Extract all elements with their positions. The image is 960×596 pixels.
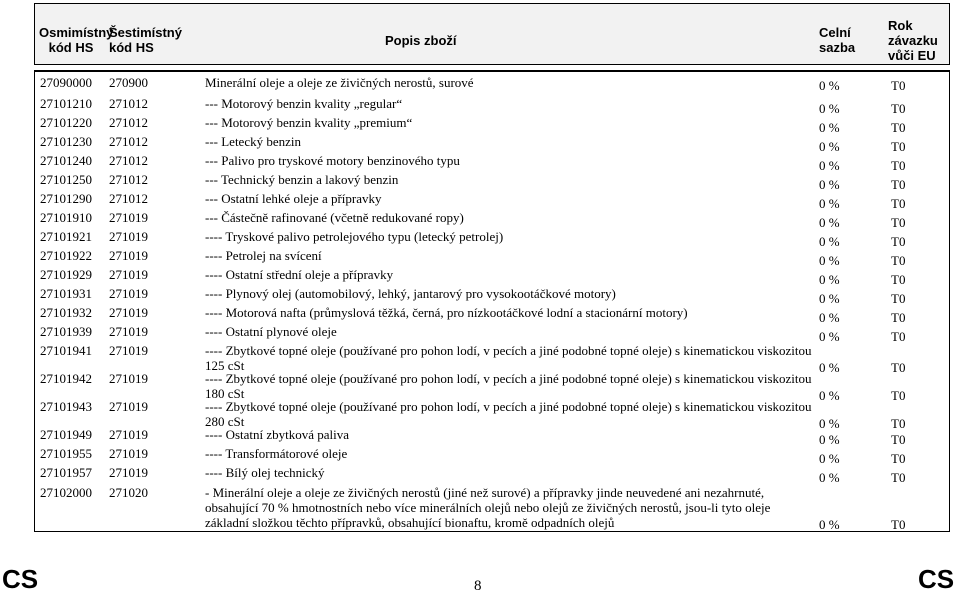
cell-six-digit-code: 271020 — [109, 485, 148, 500]
cell-description: --- Ostatní lehké oleje a přípravky — [205, 191, 382, 206]
cell-eight-digit-code: 27101250 — [40, 172, 92, 187]
cell-six-digit-code: 271019 — [109, 446, 148, 461]
cell-eu-commitment-year: T0 — [891, 360, 906, 375]
cell-description: ---- Bílý olej technický — [205, 465, 325, 480]
cell-description: ---- Tryskové palivo petrolejového typu (letecký petrolej) — [205, 229, 504, 244]
cell-eight-digit-code: 27101941 — [40, 343, 92, 358]
cell-six-digit-code: 271019 — [109, 305, 148, 320]
cell-customs-rate: 0 % — [819, 416, 840, 431]
cell-eu-commitment-year: T0 — [891, 451, 906, 466]
cell-eight-digit-code: 27101957 — [40, 465, 92, 480]
cell-six-digit-code: 271019 — [109, 465, 148, 480]
cell-six-digit-code: 271019 — [109, 286, 148, 301]
cell-eu-commitment-year: T0 — [891, 310, 906, 325]
cell-customs-rate: 0 % — [819, 139, 840, 154]
cell-six-digit-code: 271019 — [109, 343, 148, 358]
cell-eight-digit-code: 27101931 — [40, 286, 92, 301]
cell-customs-rate: 0 % — [819, 517, 840, 532]
table-header — [34, 3, 950, 65]
cell-customs-rate: 0 % — [819, 388, 840, 403]
cell-six-digit-code: 271019 — [109, 427, 148, 442]
cell-eight-digit-code: 27101290 — [40, 191, 92, 206]
cell-six-digit-code: 271019 — [109, 229, 148, 244]
cell-eight-digit-code: 27101932 — [40, 305, 92, 320]
cell-eu-commitment-year: T0 — [891, 517, 906, 532]
cell-six-digit-code: 271019 — [109, 248, 148, 263]
cell-customs-rate: 0 % — [819, 196, 840, 211]
cell-eight-digit-code: 27101910 — [40, 210, 92, 225]
header-eu-commitment-year: Rok závazku vůči EU — [888, 18, 938, 63]
cell-eight-digit-code: 27101939 — [40, 324, 92, 339]
cell-customs-rate: 0 % — [819, 177, 840, 192]
cell-eight-digit-code: 27101220 — [40, 115, 92, 130]
cell-customs-rate: 0 % — [819, 451, 840, 466]
cell-description: - Minerální oleje a oleje ze živičných nerostů (jiné než surové) a přípravky jinde neuvedené ani nezahrnuté, obsahující 70 % hmotnostních nebo více minerálních olejů nebo olejů ze živičných nerostů, jsou-li tyto oleje základní složkou těchto přípravků, obsahující bionaftu, kromě odpadních olejů — [205, 485, 771, 530]
cell-eu-commitment-year: T0 — [891, 470, 906, 485]
footer-left-mark: CS — [2, 564, 39, 594]
page-number: 8 — [474, 578, 482, 594]
header-customs-rate: Celní sazba — [819, 25, 856, 55]
header-description: Popis zboží — [385, 33, 457, 48]
cell-customs-rate: 0 % — [819, 234, 840, 249]
cell-six-digit-code: 271019 — [109, 267, 148, 282]
cell-six-digit-code: 271012 — [109, 172, 148, 187]
cell-eight-digit-code: 27101230 — [40, 134, 92, 149]
cell-eu-commitment-year: T0 — [891, 432, 906, 447]
cell-description: ---- Ostatní střední oleje a přípravky — [205, 267, 394, 282]
cell-six-digit-code: 271012 — [109, 191, 148, 206]
footer-right-mark: CS — [918, 564, 955, 594]
cell-customs-rate: 0 % — [819, 272, 840, 287]
cell-eu-commitment-year: T0 — [891, 253, 906, 268]
cell-description: --- Částečně rafinované (včetně redukované ropy) — [205, 210, 464, 225]
cell-eight-digit-code: 27101240 — [40, 153, 92, 168]
cell-description: ---- Ostatní plynové oleje — [205, 324, 337, 339]
cell-six-digit-code: 271012 — [109, 115, 148, 130]
cell-eight-digit-code: 27101922 — [40, 248, 92, 263]
cell-eu-commitment-year: T0 — [891, 388, 906, 403]
cell-eu-commitment-year: T0 — [891, 120, 906, 135]
cell-description: --- Motorový benzin kvality „regular“ — [205, 96, 403, 111]
cell-six-digit-code: 271019 — [109, 324, 148, 339]
cell-eight-digit-code: 27090000 — [40, 75, 92, 90]
cell-eight-digit-code: 27102000 — [40, 485, 92, 500]
cell-eu-commitment-year: T0 — [891, 416, 906, 431]
cell-six-digit-code: 271019 — [109, 399, 148, 414]
cell-description: --- Technický benzin a lakový benzin — [205, 172, 399, 187]
cell-description: ---- Zbytkové topné oleje (používané pro pohon lodí, v pecích a jiné podobné topné oleje) s kinematickou viskozitou 125 cSt — [205, 343, 812, 373]
cell-eight-digit-code: 27101943 — [40, 399, 92, 414]
cell-eight-digit-code: 27101955 — [40, 446, 92, 461]
cell-description: ---- Plynový olej (automobilový, lehký, jantarový pro vysokootáčkové motory) — [205, 286, 616, 301]
cell-description: ---- Motorová nafta (průmyslová těžká, černá, pro nízkootáčkové lodní a stacionární motory) — [205, 305, 688, 320]
cell-six-digit-code: 270900 — [109, 75, 148, 90]
cell-customs-rate: 0 % — [819, 360, 840, 375]
cell-eu-commitment-year: T0 — [891, 272, 906, 287]
cell-description: --- Motorový benzin kvality „premium“ — [205, 115, 413, 130]
cell-customs-rate: 0 % — [819, 432, 840, 447]
cell-eu-commitment-year: T0 — [891, 196, 906, 211]
cell-eu-commitment-year: T0 — [891, 78, 906, 93]
tariff-table — [34, 70, 950, 532]
cell-customs-rate: 0 % — [819, 310, 840, 325]
cell-six-digit-code: 271019 — [109, 371, 148, 386]
cell-customs-rate: 0 % — [819, 78, 840, 93]
cell-customs-rate: 0 % — [819, 291, 840, 306]
cell-eu-commitment-year: T0 — [891, 101, 906, 116]
header-six-digit-code: Šestimístný kód HS — [109, 25, 182, 55]
cell-eu-commitment-year: T0 — [891, 234, 906, 249]
cell-eu-commitment-year: T0 — [891, 329, 906, 344]
cell-eight-digit-code: 27101929 — [40, 267, 92, 282]
cell-six-digit-code: 271019 — [109, 210, 148, 225]
cell-eu-commitment-year: T0 — [891, 177, 906, 192]
cell-eight-digit-code: 27101210 — [40, 96, 92, 111]
cell-six-digit-code: 271012 — [109, 153, 148, 168]
cell-customs-rate: 0 % — [819, 158, 840, 173]
cell-description: ---- Transformátorové oleje — [205, 446, 348, 461]
cell-customs-rate: 0 % — [819, 329, 840, 344]
cell-customs-rate: 0 % — [819, 215, 840, 230]
cell-description: ---- Zbytkové topné oleje (používané pro pohon lodí, v pecích a jiné podobné topné oleje) s kinematickou viskozitou 280 cSt — [205, 399, 812, 429]
cell-eu-commitment-year: T0 — [891, 139, 906, 154]
cell-description: ---- Ostatní zbytková paliva — [205, 427, 350, 442]
cell-description: --- Letecký benzin — [205, 134, 302, 149]
cell-eight-digit-code: 27101921 — [40, 229, 92, 244]
cell-eu-commitment-year: T0 — [891, 291, 906, 306]
cell-customs-rate: 0 % — [819, 253, 840, 268]
cell-customs-rate: 0 % — [819, 120, 840, 135]
cell-description: Minerální oleje a oleje ze živičných nerostů, surové — [205, 75, 474, 90]
cell-description: ---- Petrolej na svícení — [205, 248, 322, 263]
cell-six-digit-code: 271012 — [109, 134, 148, 149]
cell-eight-digit-code: 27101942 — [40, 371, 92, 386]
cell-customs-rate: 0 % — [819, 101, 840, 116]
cell-customs-rate: 0 % — [819, 470, 840, 485]
cell-eight-digit-code: 27101949 — [40, 427, 92, 442]
cell-description: ---- Zbytkové topné oleje (používané pro pohon lodí, v pecích a jiné podobné topné oleje) s kinematickou viskozitou 180 cSt — [205, 371, 812, 401]
cell-description: --- Palivo pro tryskové motory benzinového typu — [205, 153, 460, 168]
header-eight-digit-code: Osmimístný kód HS — [39, 25, 114, 55]
cell-eu-commitment-year: T0 — [891, 215, 906, 230]
cell-six-digit-code: 271012 — [109, 96, 148, 111]
cell-eu-commitment-year: T0 — [891, 158, 906, 173]
